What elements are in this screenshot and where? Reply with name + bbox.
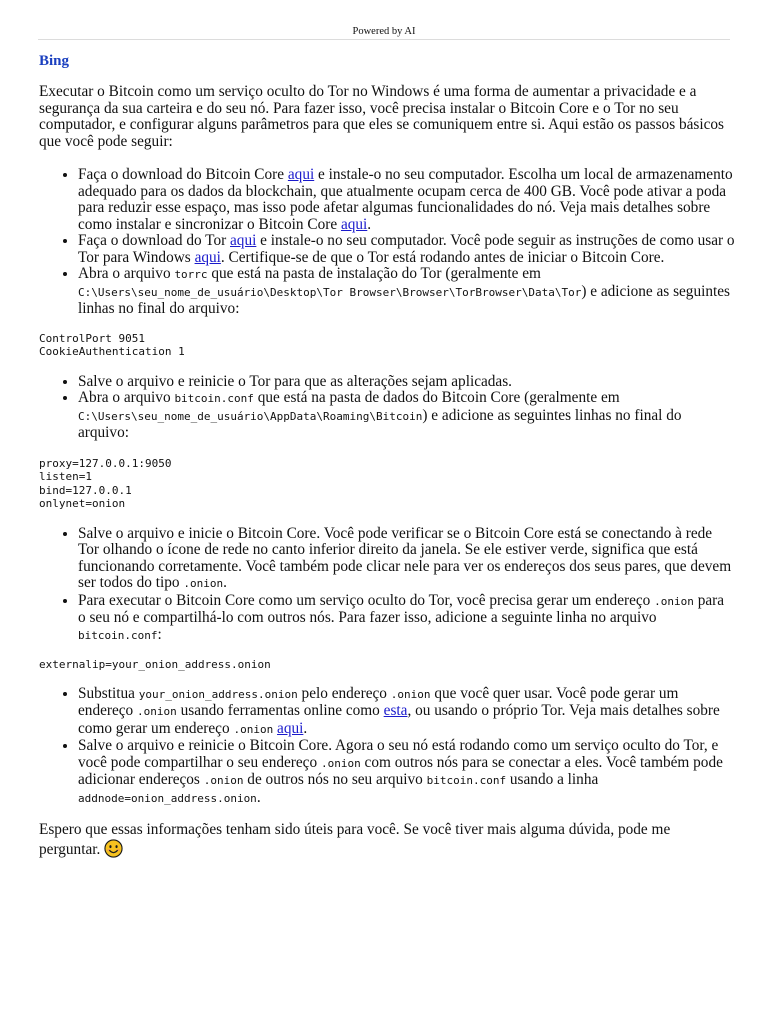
inline-code: bitcoin.conf: [426, 774, 507, 787]
text: Para executar o Bitcoin Core como um serviço oculto do Tor, você precisa gerar um endereço: [78, 591, 655, 609]
list-item: [78, 738, 735, 807]
text: .: [223, 574, 227, 591]
code-block-bitcoin-conf: proxy=127.0.0.1:9050 listen=1 bind=127.0.0.1 onlynet=onion: [39, 456, 172, 510]
text: , ou usando o próprio Tor. Veja mais detalhes sobre como gerar um endereço: [78, 702, 720, 737]
text: Salve o arquivo e reinicie o Bitcoin Core. Agora o seu nó está rodando como um serviço oculto do Tor, e você pode compartilhar o seu endereço: [78, 737, 719, 771]
inline-code: .onion: [183, 577, 224, 590]
text: de outros nós no seu arquivo: [243, 771, 427, 788]
list-item: [78, 266, 735, 318]
text: que está na pasta de instalação do Tor (geralmente em: [207, 265, 541, 282]
text: Espero que essas informações tenham sido úteis para você. Se você tiver mais alguma dúvida, pode me perguntar.: [39, 821, 671, 858]
inline-code: .onion: [654, 594, 694, 608]
text: Faça o download do Bitcoin Core: [78, 166, 288, 183]
text: e instale-o no seu computador. Você pode seguir as instruções de como usar o Tor para Windows: [78, 232, 735, 266]
text: :: [157, 625, 162, 643]
inline-code: C:\Users\seu_nome_de_usuário\Desktop\Tor Browser\Browser\TorBrowser\Data\Tor: [78, 285, 582, 299]
text: com outros nós para se conectar a eles. Você também pode adicionar endereços: [78, 753, 723, 788]
inline-code: .onion: [137, 705, 177, 718]
powered-by-header: Powered by AI: [38, 26, 730, 40]
steps-list-2: [39, 374, 735, 442]
list-item: [78, 167, 735, 233]
inline-code: your_onion_address.onion: [138, 687, 298, 701]
text: que está na pasta de dados do Bitcoin Core (geralmente em: [253, 389, 620, 406]
steps-list-4: [39, 686, 735, 808]
inline-code: .onion: [320, 756, 361, 770]
inline-code: .onion: [203, 774, 244, 787]
text: Abra o arquivo: [78, 389, 175, 406]
text: Substitua: [78, 684, 139, 702]
code-block-torrc: ControlPort 9051 CookieAuthentication 1: [39, 331, 185, 358]
code-block-externalip: externalip=your_onion_address.onion: [39, 658, 271, 671]
text: .: [256, 788, 261, 806]
text: .: [367, 215, 372, 233]
text: . Certifique-se de que o Tor está rodando antes de iniciar o Bitcoin Core.: [220, 248, 665, 266]
text: para o seu nó e compartilhá-lo com outros nós. Para fazer isso, adicione a seguinte linha no arquivo: [78, 591, 725, 626]
steps-list-1: [39, 167, 735, 318]
list-item: [78, 686, 735, 739]
onion-generator-link[interactable]: esta: [383, 702, 408, 719]
text: ) e adicione as seguintes linhas no final do arquivo:: [78, 406, 682, 441]
text: usando a linha: [506, 771, 599, 788]
text: .: [303, 719, 308, 737]
smiling-face-icon: [104, 839, 123, 858]
page-title: Bing: [39, 53, 70, 69]
bitcoin-core-download-link[interactable]: aqui: [287, 166, 315, 183]
answer-content: [39, 84, 735, 858]
text: usando ferramentas online como: [176, 702, 384, 719]
text: Faça o download do Tor: [78, 232, 231, 249]
tor-download-link[interactable]: aqui: [230, 232, 257, 249]
inline-code: .onion: [390, 687, 431, 701]
text: e instale-o no seu computador. Escolha um local de armazenamento adequado para os dados da blockchain, que atualmente ocupam cerca de 400 GB. Você pode ativar a poda para reduzir esse espaço, mas isso pode afetar algumas funcionalidades do nó. Veja mais detalhes sobre como instalar e sincronizar o Bitcoin Core: [78, 166, 733, 233]
inline-code: bitcoin.conf: [78, 628, 158, 642]
text: Salve o arquivo e inicie o Bitcoin Core. Você pode verificar se o Bitcoin Core está se conectando à rede Tor olhando o ícone de rede no canto inferior direito da janela. Se ele estiver verde, significa que está funcionando corretamente. Você também pode clicar nele para ver os endereços dos seus pares, que devem ser todos do tipo: [78, 524, 732, 591]
list-item: [78, 593, 735, 645]
text: pelo endereço: [297, 684, 391, 702]
onion-guide-link[interactable]: aqui: [277, 719, 304, 737]
list-item: [78, 233, 735, 266]
list-item: [78, 374, 735, 391]
text: ) e adicione as seguintes linhas no final do arquivo:: [78, 282, 730, 317]
list-item: [78, 390, 735, 442]
inline-code: torrc: [174, 268, 208, 281]
list-item: [78, 526, 735, 593]
inline-code: C:\Users\seu_nome_de_usuário\AppData\Roaming\Bitcoin: [78, 409, 423, 423]
text: Salve o arquivo e reinicie o Tor para que as alterações sejam aplicadas.: [78, 372, 512, 390]
inline-code: .onion: [233, 722, 274, 736]
bitcoin-core-install-guide-link[interactable]: aqui: [340, 215, 368, 233]
inline-code: addnode=onion_address.onion: [78, 791, 257, 805]
text: que você quer usar. Você pode gerar um endereço: [78, 684, 679, 719]
tor-windows-guide-link[interactable]: aqui: [194, 248, 221, 266]
intro-paragraph: Executar o Bitcoin como um serviço oculto do Tor no Windows é uma forma de aumentar a privacidade e a segurança da sua carteira e do seu nó. Para fazer isso, você precisa instalar o Bitcoin Core e o Tor no seu computador, e configurar alguns parâmetros para que eles se comuniquem entre si. Aqui estão os passos básicos que você pode seguir:: [39, 83, 725, 150]
inline-code: bitcoin.conf: [174, 392, 254, 405]
steps-list-3: [39, 526, 735, 645]
text: Abra o arquivo: [78, 265, 175, 282]
closing-paragraph: [39, 822, 735, 858]
